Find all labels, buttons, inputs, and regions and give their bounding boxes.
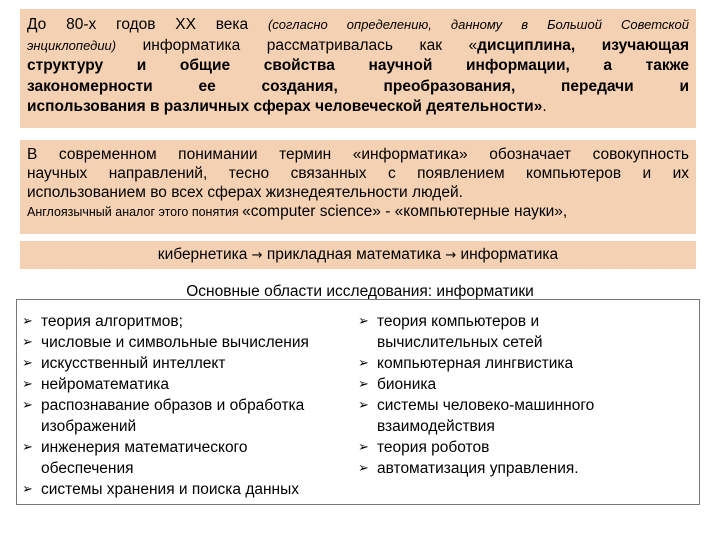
research-area-text: теория алгоритмов; xyxy=(41,313,183,330)
para1-end: . xyxy=(542,98,547,115)
para2-line-3: использованием во всех сферах жизнедеятельности людей. xyxy=(27,184,463,201)
research-area-text: компьютерная лингвистика xyxy=(377,355,574,372)
chain-informatics: информатика xyxy=(456,246,559,263)
research-area-item xyxy=(358,353,698,374)
arrow-bullet-icon: ➢ xyxy=(22,482,33,497)
arrow-bullet-icon: ➢ xyxy=(358,461,369,476)
research-area-text: взаимодействия xyxy=(377,418,495,435)
evolution-chain xyxy=(20,241,696,269)
research-area-item xyxy=(22,311,352,332)
arrow-right-icon: → xyxy=(445,248,457,263)
research-area-item xyxy=(22,374,352,395)
chain-applied-math: прикладная математика xyxy=(262,246,446,263)
research-areas-title: Основные области исследования: информатики xyxy=(186,283,534,300)
para2-line-1: В современном понимании термин «информатика» обозначает совокупность xyxy=(27,146,689,163)
research-area-item xyxy=(22,332,352,353)
research-area-item xyxy=(358,395,698,437)
research-area-text: теория компьютеров и xyxy=(377,313,540,330)
arrow-right-icon: → xyxy=(251,248,263,263)
research-area-text: системы человеко-машинного xyxy=(377,397,595,414)
research-area-text: бионика xyxy=(377,376,437,393)
research-area-item xyxy=(358,374,698,395)
para1-source-note-cont: энциклопедии) xyxy=(27,37,117,53)
definition-block-historical xyxy=(20,9,696,128)
arrow-bullet-icon: ➢ xyxy=(22,314,33,329)
research-area-text: автоматизация управления. xyxy=(377,460,579,477)
research-area-item xyxy=(22,395,352,437)
definition-block-modern xyxy=(20,140,696,234)
arrow-bullet-icon: ➢ xyxy=(358,356,369,371)
research-area-text: вычислительных сетей xyxy=(377,334,543,351)
research-area-text: изображений xyxy=(41,418,137,435)
research-area-text: распознавание образов и обработка xyxy=(41,397,305,414)
research-area-item xyxy=(22,353,352,374)
arrow-bullet-icon: ➢ xyxy=(358,314,369,329)
research-area-text: числовые и символьные вычисления xyxy=(41,334,309,351)
para2-line-2: научных направлений, тесно связанных с появлением компьютеров и их xyxy=(27,165,689,182)
para1-definition-1: дисциплина, изучающая xyxy=(477,36,689,54)
research-area-text: инженерия математического xyxy=(41,439,248,456)
research-area-text: теория роботов xyxy=(377,439,490,456)
research-areas-right-list xyxy=(358,311,698,479)
arrow-bullet-icon: ➢ xyxy=(358,377,369,392)
arrow-bullet-icon: ➢ xyxy=(22,377,33,392)
research-area-item xyxy=(22,437,352,479)
arrow-bullet-icon: ➢ xyxy=(22,356,33,371)
para1-text-2: информатика рассматривалась как « xyxy=(116,36,478,54)
para1-definition-3: закономерности ее создания, преобразования, передачи и xyxy=(27,77,689,95)
para1-definition-2: структуру и общие свойства научной информации, а также xyxy=(27,57,689,74)
chain-cybernetics: кибернетика xyxy=(157,246,252,263)
arrow-bullet-icon: ➢ xyxy=(358,398,369,413)
research-area-item xyxy=(358,311,698,353)
arrow-bullet-icon: ➢ xyxy=(22,398,33,413)
research-area-text: обеспечения xyxy=(41,460,134,477)
arrow-bullet-icon: ➢ xyxy=(358,440,369,455)
para2-english-analog: «computer science» - «компьютерные науки», xyxy=(242,203,568,220)
para1-source-note: (согласно определению, данному в Большой Советской xyxy=(267,17,689,32)
research-area-text: нейроматематика xyxy=(41,376,169,393)
research-area-text: искусственный интеллект xyxy=(41,355,226,372)
para1-definition-4: использования в различных сферах человеческой деятельности» xyxy=(27,98,543,115)
research-area-item xyxy=(22,479,352,500)
research-area-text: системы хранения и поиска данных xyxy=(41,481,300,498)
para2-english-analog-label: Англоязычный аналог этого понятия xyxy=(27,205,243,219)
para1-text: До 80-х годов XX века xyxy=(27,16,268,33)
arrow-bullet-icon: ➢ xyxy=(22,440,33,455)
research-area-item xyxy=(358,437,698,458)
research-area-item xyxy=(358,458,698,479)
research-areas-left-list xyxy=(22,311,352,500)
arrow-bullet-icon: ➢ xyxy=(22,335,33,350)
